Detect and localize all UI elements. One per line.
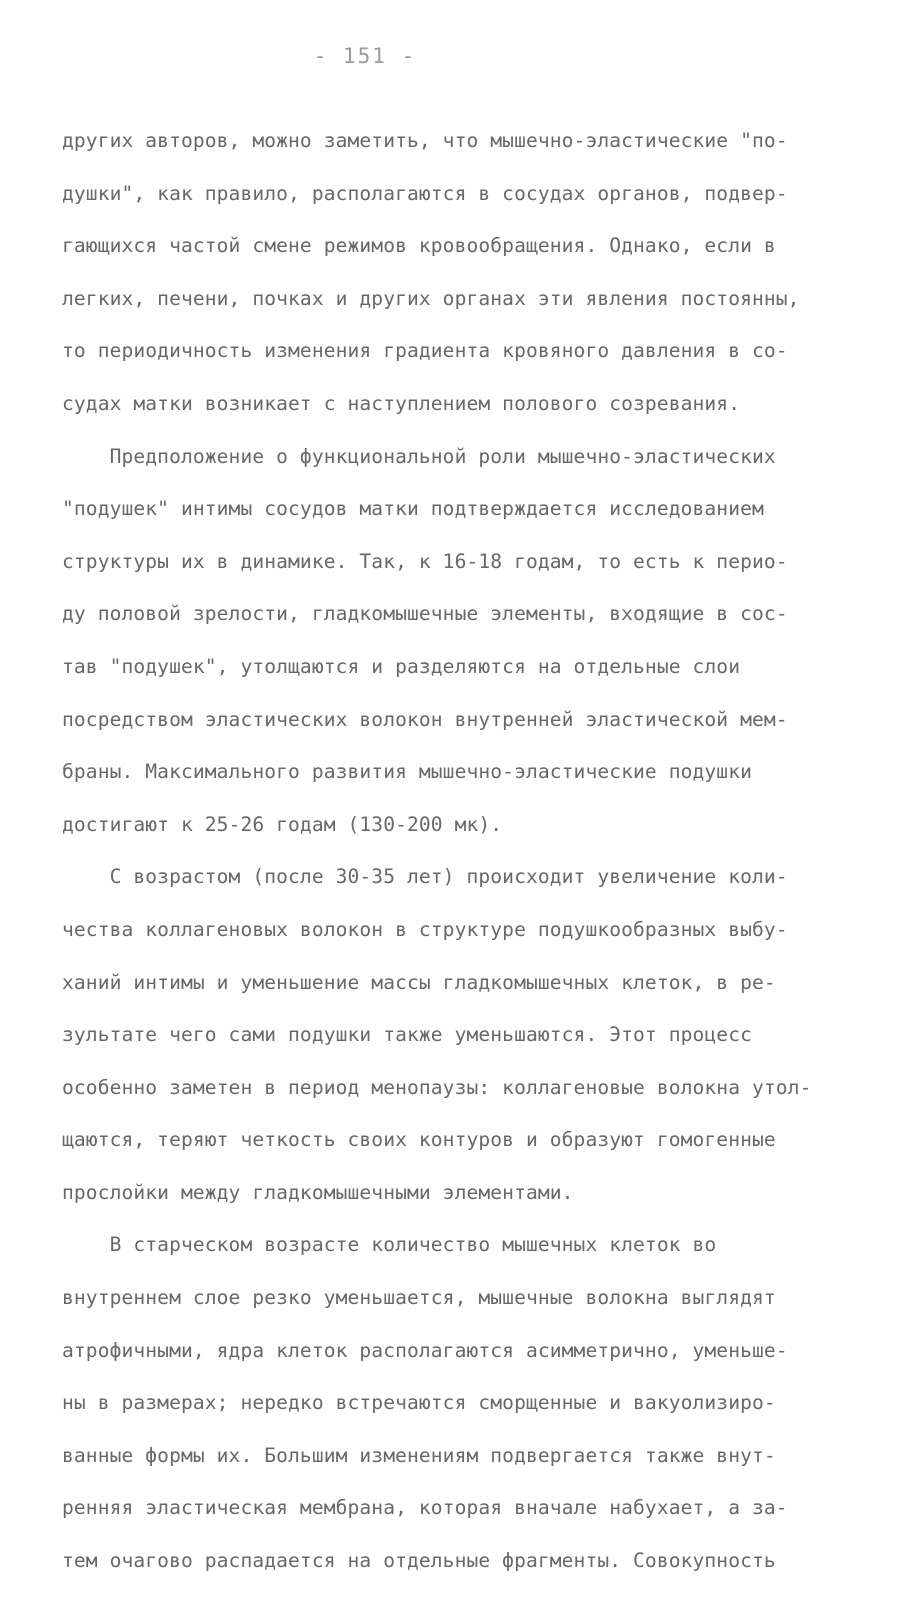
text-line: зультате чего сами подушки также уменьшаются. Этот процесс (62, 1023, 752, 1047)
page-number: - 151 - (313, 44, 417, 68)
text-line: В старческом возрасте количество мышечных клеток во (62, 1233, 717, 1257)
text-line: других авторов, можно заметить, что мышечно-эластические "по- (62, 129, 788, 152)
text-line: особенно заметен в период менопаузы: коллагеновые волокна утол- (62, 1075, 812, 1099)
text-line: судах матки возникает с наступлением полового созревания. (62, 391, 741, 415)
text-line: прослойки между гладкомышечными элементами. (62, 1180, 574, 1204)
text-line: ханий интимы и уменьшение массы гладкомышечных клеток, в ре- (62, 970, 776, 994)
text-line: ренняя эластическая мембрана, которая вначале набухает, а за- (62, 1496, 788, 1520)
text-line: тем очагово распадается на отдельные фрагменты. Совокупность (62, 1549, 776, 1573)
text-line: ду половой зрелости, гладкомышечные элементы, входящие в сос- (62, 602, 788, 626)
text-line: то периодичность изменения градиента кровяного давления в со- (62, 339, 788, 363)
text-line: душки", как правило, располагаются в сосудах органов, подвер- (62, 181, 788, 205)
text-line: Предположение о функциональной роли мышечно-эластических (62, 444, 776, 468)
text-line: ванные формы их. Большим изменениям подвергается также внут- (62, 1443, 776, 1467)
text-line: легких, печени, почках и других органах эти явления постоянны, (62, 286, 800, 310)
text-line: С возрастом (после 30-35 лет) происходит увеличение коли- (62, 865, 788, 889)
text-line: структуры их в динамике. Так, к 16-18 годам, то есть к перио- (62, 549, 788, 573)
text-line: ны в размерах; нередко встречаются сморщенные и вакуолизиро- (62, 1391, 776, 1415)
text-line: внутреннем слое резко уменьшается, мышечные волокна выглядят (62, 1286, 776, 1310)
text-line: гающихся частой смене режимов кровообращения. Однако, если в (62, 234, 776, 258)
text-line: тав "подушек", утолщаются и разделяются на отдельные слои (62, 654, 741, 678)
text-line: достигают к 25-26 годам (130-200 мк). (62, 812, 503, 836)
text-line: атрофичными, ядра клеток располагаются асимметрично, уменьше- (62, 1338, 788, 1362)
text-line: посредством эластических волокон внутренней эластической мем- (62, 707, 788, 731)
text-line: "подушек" интимы сосудов матки подтверждается исследованием (62, 497, 764, 521)
text-line: чества коллагеновых волокон в структуре подушкообразных выбу- (62, 917, 788, 941)
text-line: щаются, теряют четкость своих контуров и образуют гомогенные (62, 1128, 776, 1152)
body-text (62, 126, 862, 1599)
text-line: браны. Максимального развития мышечно-эластические подушки (62, 760, 752, 784)
